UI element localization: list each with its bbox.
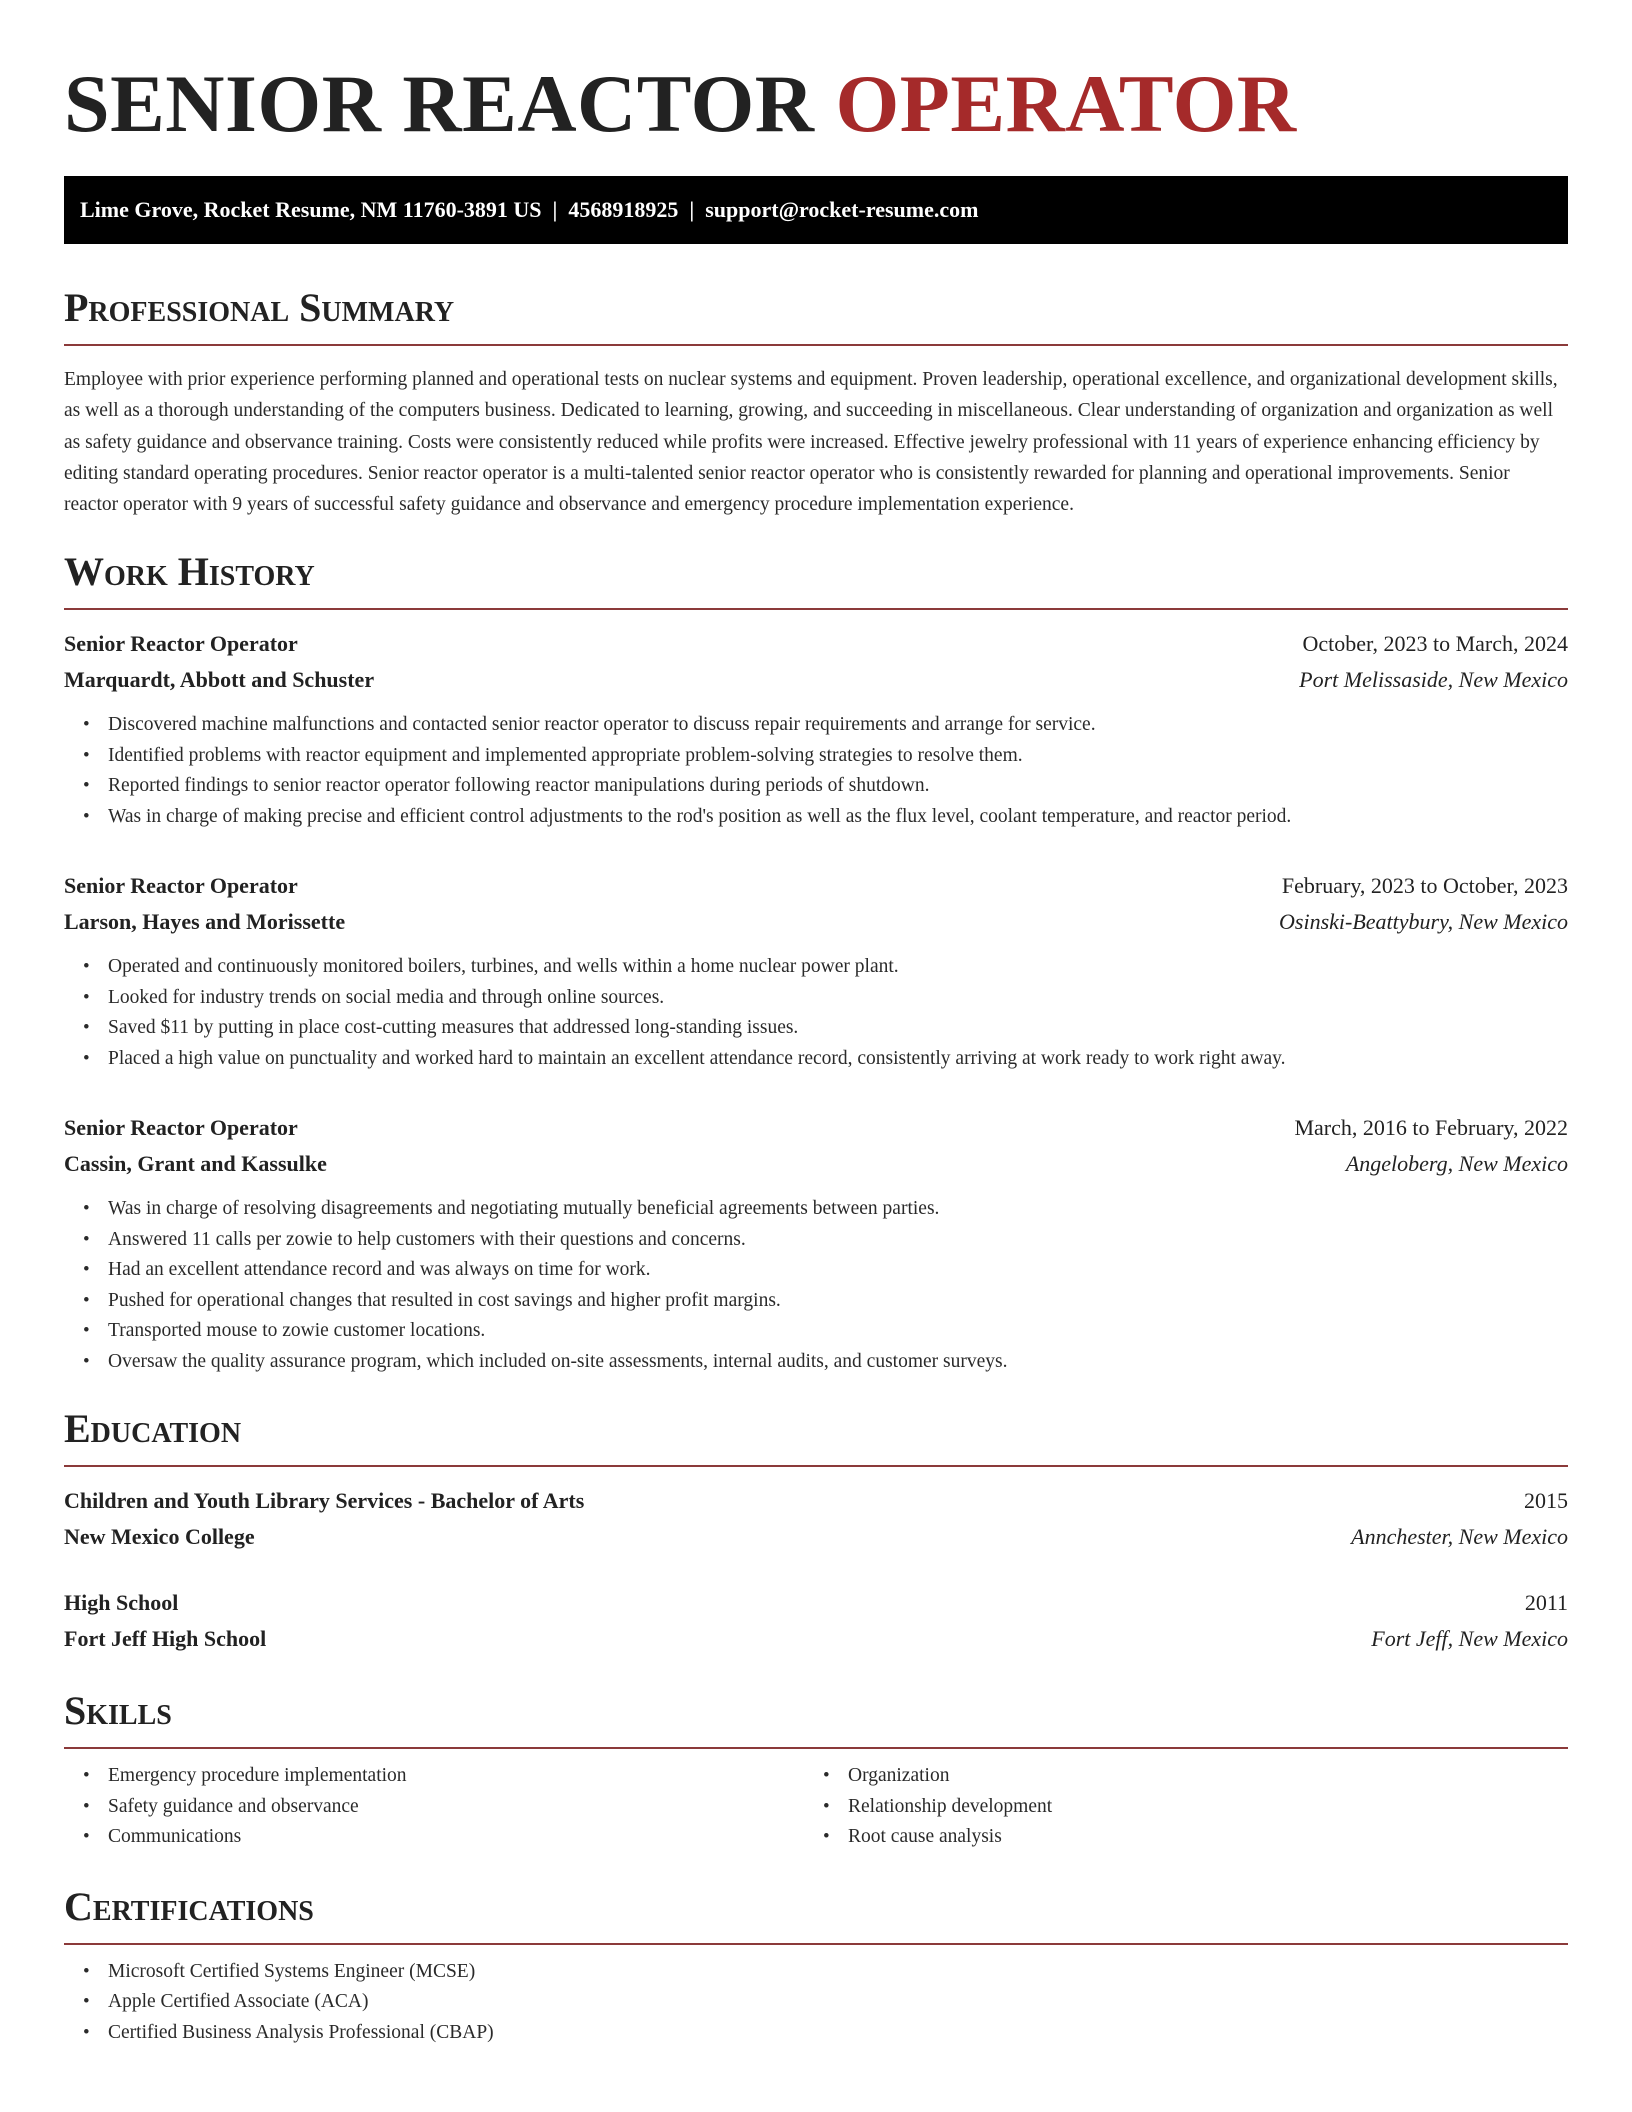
education-school-row (64, 1621, 1568, 1657)
certifications-heading: Certifications (64, 1883, 314, 1929)
job-location: Osinski-Beattybury, New Mexico (1279, 909, 1568, 935)
job-header-row (64, 1110, 1568, 1146)
job-title: Senior Reactor Operator (64, 631, 298, 657)
job-company: Cassin, Grant and Kassulke (64, 1151, 327, 1177)
section-divider (64, 608, 1568, 610)
job-title: Senior Reactor Operator (64, 1115, 298, 1141)
resume-title (64, 54, 1568, 154)
work-history-heading: Work History (64, 549, 315, 595)
certification-item: • Apple Certified Associate (ACA) (64, 1987, 1568, 2018)
education-degree-row (64, 1483, 1568, 1519)
skill-item: • Root cause analysis (804, 1822, 1544, 1853)
job-duty: • Discovered machine malfunctions and contacted senior reactor operator to discuss repair requirements and arrange for service. (64, 710, 1568, 741)
skills-grid (64, 1761, 1568, 1853)
job-dates: October, 2023 to March, 2024 (1302, 631, 1568, 657)
job-duty: • Pushed for operational changes that resulted in cost savings and higher profit margins. (64, 1286, 1568, 1317)
job-duty: • Reported findings to senior reactor operator following reactor manipulations during periods of shutdown. (64, 771, 1568, 802)
job-duty: • Saved $11 by putting in place cost-cutting measures that addressed long-standing issues. (64, 1013, 1568, 1044)
job-company-row (64, 662, 1568, 698)
job-duty: • Had an excellent attendance record and was always on time for work. (64, 1255, 1568, 1286)
education-entry (64, 1585, 1568, 1657)
job-dates: February, 2023 to October, 2023 (1281, 873, 1568, 899)
job-duty: • Looked for industry trends on social media and through online sources. (64, 983, 1568, 1014)
job-duty: • Answered 11 calls per zowie to help customers with their questions and concerns. (64, 1225, 1568, 1256)
section-divider (64, 1465, 1568, 1467)
job-duty: • Transported mouse to zowie customer locations. (64, 1316, 1568, 1347)
job-duties-list (64, 710, 1568, 832)
education-location: Fort Jeff, New Mexico (1371, 1626, 1568, 1652)
job-entry (64, 626, 1568, 832)
job-duty: • Operated and continuously monitored boilers, turbines, and wells within a home nuclear power plant. (64, 952, 1568, 983)
certification-item: • Certified Business Analysis Professional (CBAP) (64, 2018, 1568, 2049)
skill-item: • Emergency procedure implementation (64, 1761, 804, 1792)
education-year: 2011 (1524, 1590, 1568, 1616)
education-degree-row (64, 1585, 1568, 1621)
section-divider (64, 1943, 1568, 1945)
job-duty: • Was in charge of resolving disagreements and negotiating mutually beneficial agreements between parties. (64, 1194, 1568, 1225)
education-location: Annchester, New Mexico (1351, 1524, 1568, 1550)
job-location: Port Melissaside, New Mexico (1299, 667, 1568, 693)
summary-text: Employee with prior experience performing planned and operational tests on nuclear systems and equipment. Proven leadership, operational excellence, and organizational development skills, as well as a thorough understanding of the computers business. Dedicated to learning, growing, and succeeding in miscellaneous. Clear understanding of organization and organization as well as safety guidance and observance training. Costs were consistently reduced while profits were increased. Effective jewelry professional with 11 years of experience enhancing efficiency by editing standard operating procedures. Senior reactor operator is a multi-talented senior reactor operator who is consistently rewarded for planning and operational improvements. Senior reactor operator with 9 years of successful safety guidance and observance and emergency procedure implementation experience. (64, 369, 1558, 516)
job-duties-list (64, 1194, 1568, 1377)
certification-item: • Microsoft Certified Systems Engineer (MCSE) (64, 1957, 1568, 1988)
contact-info: Lime Grove, Rocket Resume, NM 11760-3891 US | 4568918925 | support@rocket-resume.com (80, 197, 979, 222)
job-location: Angeloberg, New Mexico (1345, 1151, 1568, 1177)
job-company-row (64, 1146, 1568, 1182)
job-duty: • Oversaw the quality assurance program, which included on-site assessments, internal audits, and customer surveys. (64, 1347, 1568, 1378)
job-dates: March, 2016 to February, 2022 (1294, 1115, 1568, 1141)
job-duties-list (64, 952, 1568, 1074)
job-title: Senior Reactor Operator (64, 873, 298, 899)
contact-bar (64, 176, 1568, 244)
title-accent: OPERATOR (835, 58, 1297, 149)
skill-item: • Organization (804, 1761, 1544, 1792)
education-entry (64, 1483, 1568, 1555)
summary-heading: Professional Summary (64, 285, 455, 330)
skills-heading: Skills (64, 1688, 172, 1734)
skills-list-left (64, 1761, 804, 1853)
job-duty: • Was in charge of making precise and efficient control adjustments to the rod's position as well as the flux level, coolant temperature, and reactor period. (64, 802, 1568, 833)
section-divider (64, 344, 1568, 346)
education-degree: High School (64, 1590, 179, 1616)
skills-list-right (804, 1761, 1544, 1853)
education-school-row (64, 1519, 1568, 1555)
skill-item: • Relationship development (804, 1792, 1544, 1823)
job-company: Larson, Hayes and Morissette (64, 909, 346, 935)
job-duty: • Identified problems with reactor equipment and implemented appropriate problem-solving strategies to resolve them. (64, 741, 1568, 772)
title-main: SENIOR REACTOR (64, 58, 836, 149)
job-entry (64, 1110, 1568, 1377)
job-header-row (64, 868, 1568, 904)
education-school: Fort Jeff High School (64, 1626, 267, 1652)
job-company-row (64, 904, 1568, 940)
job-duty: • Placed a high value on punctuality and worked hard to maintain an excellent attendance record, consistently arriving at work ready to work right away. (64, 1044, 1568, 1075)
education-degree: Children and Youth Library Services - Bachelor of Arts (64, 1488, 585, 1514)
section-divider (64, 1747, 1568, 1749)
job-entry (64, 868, 1568, 1074)
skill-item: • Safety guidance and observance (64, 1792, 804, 1823)
job-company: Marquardt, Abbott and Schuster (64, 667, 375, 693)
education-school: New Mexico College (64, 1524, 255, 1550)
education-year: 2015 (1524, 1488, 1568, 1514)
certifications-list (64, 1957, 1568, 2049)
education-heading: Education (64, 1406, 242, 1452)
job-header-row (64, 626, 1568, 662)
skill-item: • Communications (64, 1822, 804, 1853)
